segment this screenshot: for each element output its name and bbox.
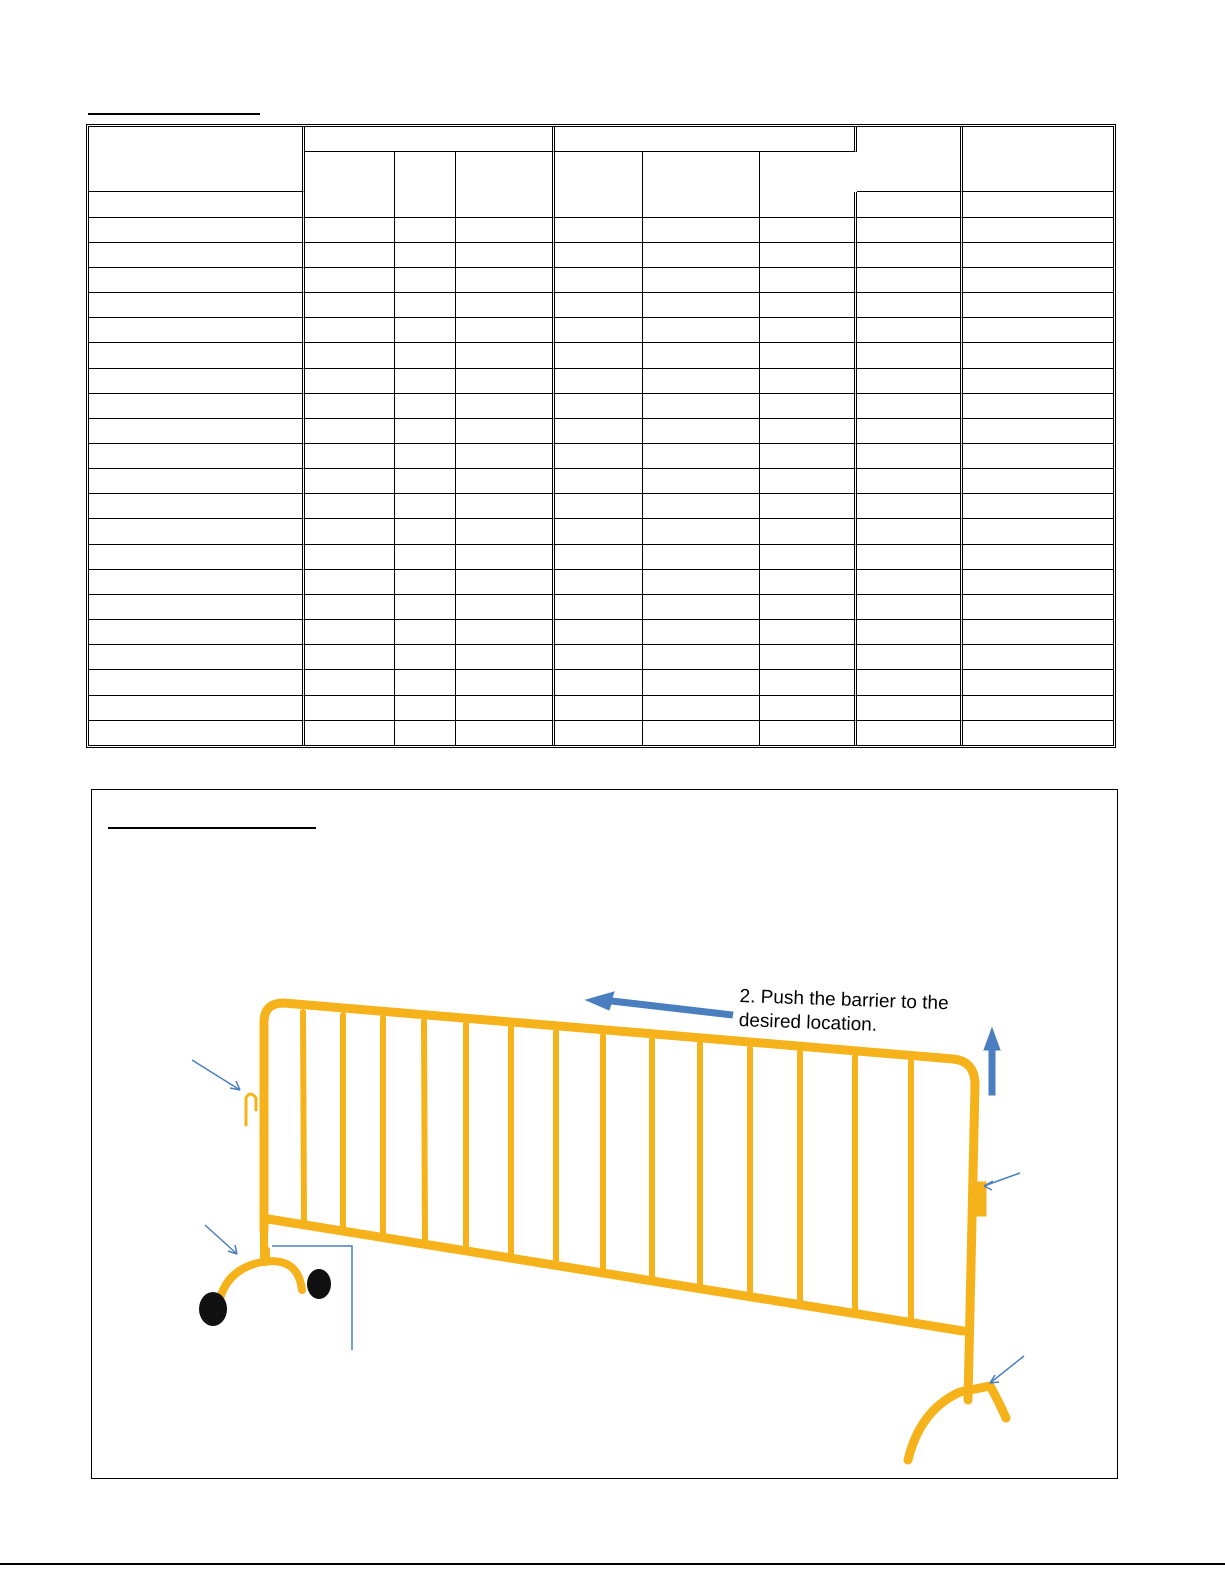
pointer-left-leg	[205, 1225, 237, 1254]
connector-bracket	[976, 1182, 986, 1216]
barrier-right-foot	[908, 1386, 1006, 1460]
pointer-hook	[192, 1060, 240, 1090]
wheel-left	[199, 1292, 227, 1326]
connector-hook	[246, 1094, 256, 1125]
push-arrow	[586, 992, 733, 1018]
lift-arrow	[984, 1028, 1000, 1095]
pointer-bracket	[984, 1173, 1020, 1186]
barrier-bottom-rail	[268, 1219, 963, 1331]
pointer-right-foot	[990, 1356, 1024, 1383]
barrier-top-rail	[264, 1003, 975, 1400]
barrier-left-foot	[218, 1250, 302, 1310]
wheels	[199, 1269, 331, 1326]
page-bottom-rule	[0, 1563, 1225, 1565]
callout-push-barrier: 2. Push the barrier to the desired location.	[738, 985, 949, 1036]
wheel-right	[307, 1269, 331, 1299]
